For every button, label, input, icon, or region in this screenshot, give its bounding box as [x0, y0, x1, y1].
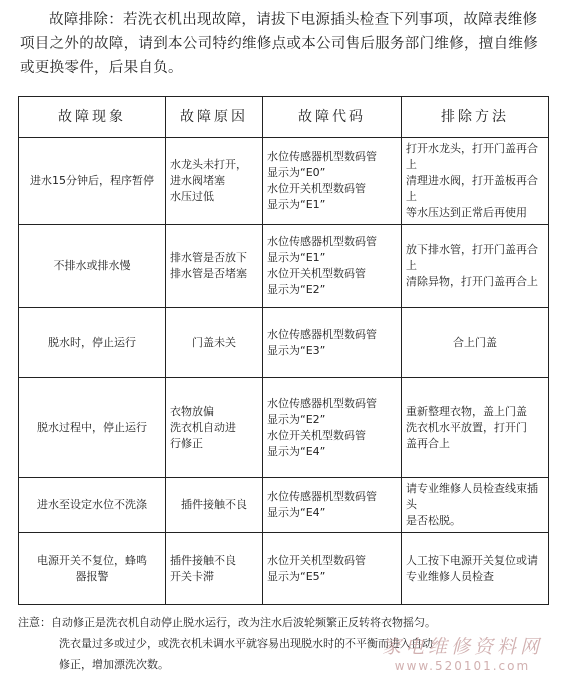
- watermark-title: 家电维修资料网: [381, 636, 543, 658]
- remedy-cell: 打开水龙头，打开门盖再合上 清理进水阀，打开盖板再合上 等水压达到正常后再使用: [402, 138, 549, 225]
- symptom-cell: 进水至设定水位不洗涤: [19, 478, 166, 533]
- header-symptom: 故障现象: [19, 97, 166, 138]
- header-cause: 故障原因: [166, 97, 263, 138]
- symptom-cell: 脱水过程中，停止运行: [19, 378, 166, 478]
- symptom-cell: 脱水时，停止运行: [19, 308, 166, 378]
- note-line: 洗衣量过多或过少，或洗衣机未调水平就容易出现脱水时的不平衡而进入自动: [59, 637, 433, 650]
- remedy-cell: 重新整理衣物，盖上门盖 洗衣机水平放置，打开门 盖再合上: [402, 378, 549, 478]
- remedy-cell: 请专业维修人员检查线束插头 是否松脱。: [402, 478, 549, 533]
- watermark-url: www.520101.com: [394, 659, 531, 673]
- intro-paragraph: [20, 8, 550, 80]
- code-cell: 水位传感器机型数码管 显示为“E3”: [263, 308, 402, 378]
- symptom-cell: 电源开关不复位，蜂鸣 器报警: [19, 533, 166, 605]
- remedy-cell: 人工按下电源开关复位或请 专业维修人员检查: [402, 533, 549, 605]
- note-line: 注意：自动修正是洗衣机自动停止脱水运行，改为注水后波轮频繁正反转将衣物摇匀。: [18, 616, 436, 629]
- table-row: [19, 138, 549, 225]
- remedy-cell: 放下排水管，打开门盖再合上 清除异物，打开门盖再合上: [402, 225, 549, 308]
- cause-cell: 衣物放偏 洗衣机自动进 行修正: [166, 378, 263, 478]
- code-cell: 水位传感器机型数码管 显示为“E1” 水位开关机型数码管 显示为“E2”: [263, 225, 402, 308]
- code-cell: 水位传感器机型数码管 显示为“E4”: [263, 478, 402, 533]
- cause-cell: 水龙头未打开， 进水阀堵塞 水压过低: [166, 138, 263, 225]
- table-row: [19, 533, 549, 605]
- intro-text: 故障排除：若洗衣机出现故障，请拔下电源插头检查下列事项，故障表维修项目之外的故障，请到本公司特约维修点或本公司售后服务部门维修，擅自维修或更换零件，后果自负。: [20, 12, 538, 76]
- table-row: [19, 378, 549, 478]
- remedy-cell: 合上门盖: [402, 308, 549, 378]
- table-row: [19, 225, 549, 308]
- header-code: 故障代码: [263, 97, 402, 138]
- site-watermark: [382, 636, 543, 674]
- cause-cell: 门盖未关: [166, 308, 263, 378]
- cause-cell: 插件接触不良: [166, 478, 263, 533]
- code-cell: 水位传感器机型数码管 显示为“E2” 水位开关机型数码管 显示为“E4”: [263, 378, 402, 478]
- note-line: 修正，增加漂洗次数。: [59, 658, 169, 671]
- table-row: [19, 478, 549, 533]
- cause-cell: 插件接触不良 开关卡滞: [166, 533, 263, 605]
- header-remedy: 排除方法: [402, 97, 549, 138]
- symptom-cell: 不排水或排水慢: [19, 225, 166, 308]
- code-cell: 水位传感器机型数码管 显示为“E0” 水位开关机型数码管 显示为“E1”: [263, 138, 402, 225]
- fault-table: [18, 96, 549, 605]
- table-header-row: [19, 97, 549, 138]
- symptom-cell: 进水15分钟后，程序暂停: [19, 138, 166, 225]
- cause-cell: 排水管是否放下 排水管是否堵塞: [166, 225, 263, 308]
- code-cell: 水位开关机型数码管 显示为“E5”: [263, 533, 402, 605]
- table-row: [19, 308, 549, 378]
